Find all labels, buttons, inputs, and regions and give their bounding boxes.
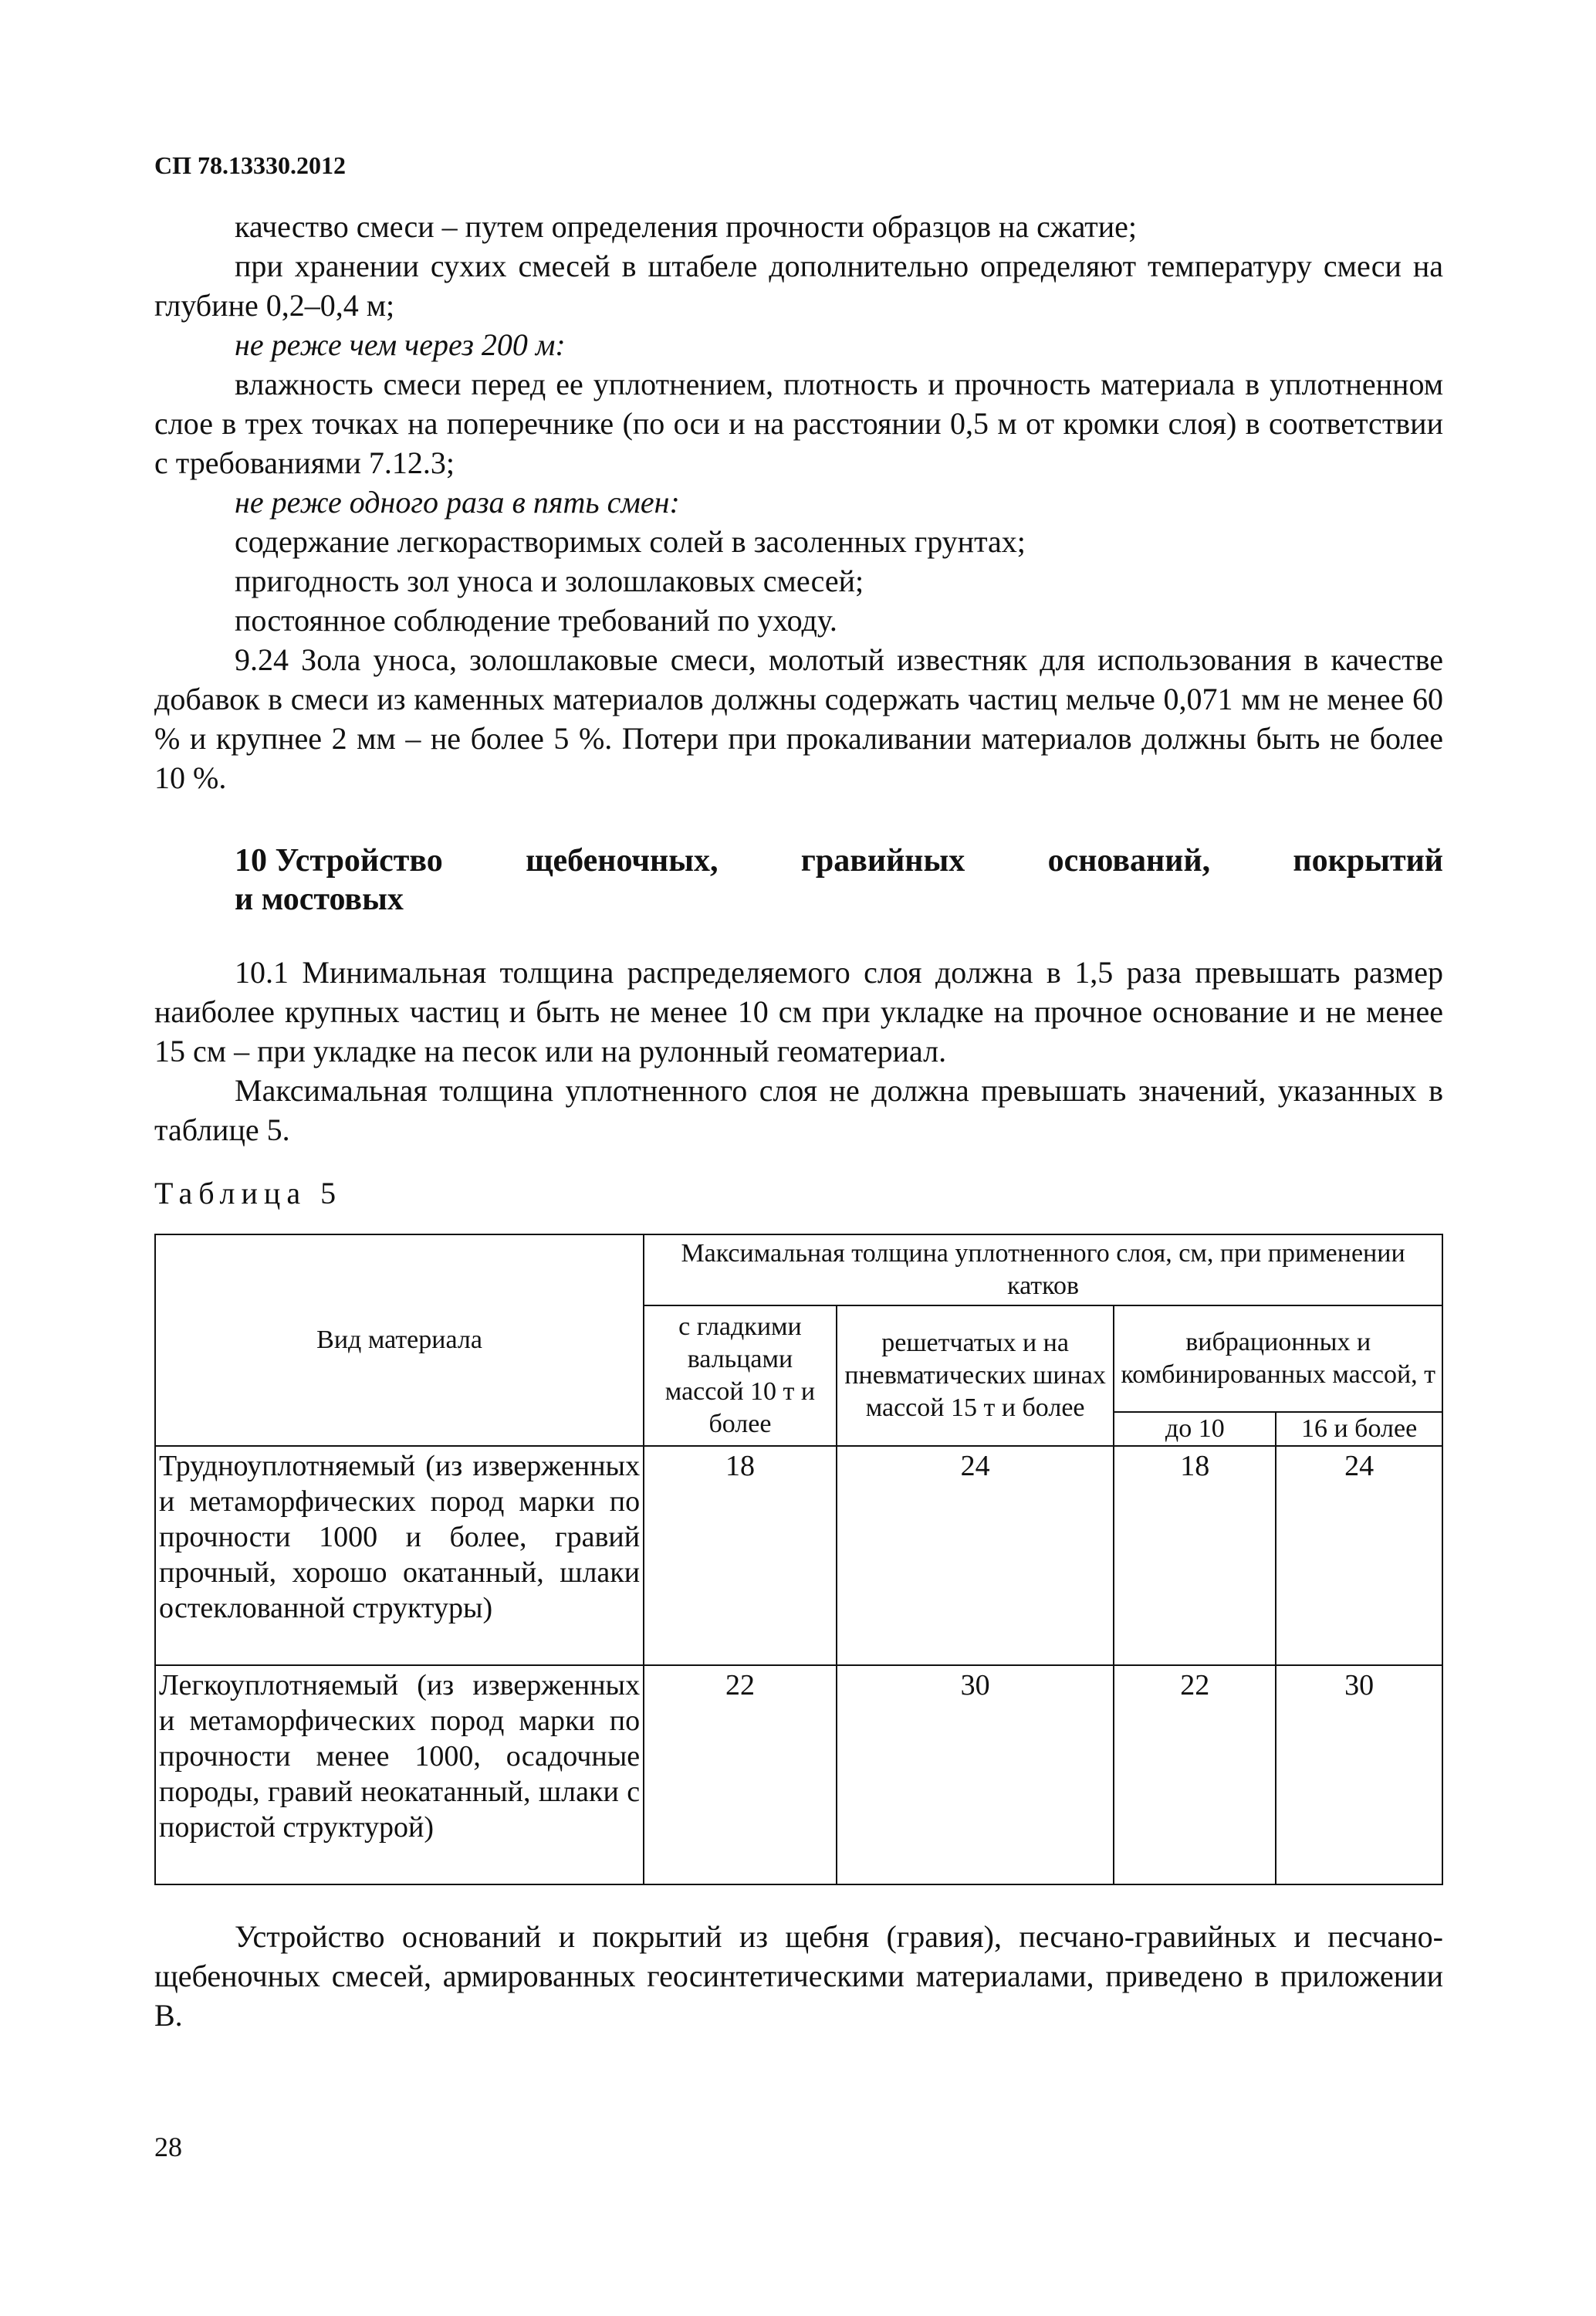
clause-10-1: 10.1 Минимальная толщина распределяемого слоя должна в 1,5 раза превышать размер наиболее крупных частиц и быть не менее 10 см при укладке на прочное основание и не менее 15 см – при укладке на песок или на рулонный геоматериал. [154, 955, 1443, 1068]
paragraph: Устройство оснований и покрытий из щебня (гравия), песчано-гравийных и песчано-щебеночных смесей, армированных геосинтетическими материалами, приведено в приложении В. [154, 1919, 1443, 2033]
value-cell: 22 [644, 1665, 837, 1884]
material-cell: Трудноуплотняемый (из изверженных и метаморфических пород марки по прочности 1000 и более, гравий прочный, хорошо окатанный, шлаки остеклованной структуры) [155, 1446, 644, 1665]
closing-paragraph [154, 1917, 1443, 2035]
material-cell: Легкоуплотняемый (из изверженных и метаморфических пород марки по прочности менее 1000, осадочные породы, гравий неокатанный, шлаки с пористой структурой) [155, 1665, 644, 1884]
section-title-line2: и мостовых [235, 882, 404, 917]
header-smooth-rollers: с гладкими вальцами массой 10 т и более [644, 1305, 837, 1446]
section-title-word: покрытий [1293, 843, 1443, 879]
section-title-word: гравийных [800, 843, 965, 879]
value-cell: 30 [837, 1665, 1114, 1884]
value-cell: 24 [1276, 1446, 1442, 1665]
paragraph: влажность смеси перед ее уплотнением, плотность и прочность материала в уплотненном слое в трех точках на поперечнике (по оси и на расстоянии 0,5 м от кромки слоя) в соответствии с требованиями 7.12.3; [154, 367, 1443, 480]
list-item: пригодность зол уноса и золошлаковых смесей; [235, 564, 864, 598]
paragraph: Максимальная толщина уплотненного слоя не должна превышать значений, указанных в таблице 5. [154, 1073, 1443, 1147]
value-cell: 22 [1114, 1665, 1276, 1884]
value-cell: 18 [1114, 1446, 1276, 1665]
list-item: содержание легкорастворимых солей в засоленных грунтах; [235, 524, 1026, 559]
page-number: 28 [154, 2131, 182, 2162]
section-title-word: 10 Устройство [235, 843, 443, 879]
table-caption: Таблица 5 [154, 1176, 343, 1210]
header-material: Вид материала [155, 1234, 644, 1446]
body-text-block [154, 207, 1443, 797]
value-cell: 30 [1276, 1665, 1442, 1884]
paragraph: при хранении сухих смесей в штабеле дополнительно определяют температуру смеси на глубине 0,2–0,4 м; [154, 249, 1443, 323]
clause-9-24: 9.24 Зола уноса, золошлаковые смеси, молотый известняк для использования в качестве добавок в смеси из каменных материалов должны содержать частиц мельче 0,071 мм не менее 60 % и крупнее 2 мм – не более 5 %. Потери при прокаливании материалов должны быть не более 10 %. [154, 642, 1443, 795]
header-thickness-group: Максимальная толщина уплотненного слоя, см, при применении катков [644, 1234, 1442, 1305]
document-code-header: СП 78.13330.2012 [154, 151, 346, 179]
section-body [154, 953, 1443, 1150]
header-vibratory-rollers: вибрационных и комбинированных массой, т [1114, 1305, 1442, 1412]
header-vibro-16-plus: 16 и более [1276, 1412, 1442, 1446]
paragraph: качество смеси – путем определения прочности образцов на сжатие; [235, 209, 1138, 244]
value-cell: 18 [644, 1446, 837, 1665]
table-row [155, 1665, 1442, 1884]
value-cell: 24 [837, 1446, 1114, 1665]
italic-subheading: не реже чем через 200 м: [235, 327, 566, 362]
table-row [155, 1446, 1442, 1665]
table-5 [154, 1234, 1443, 1885]
section-title [154, 841, 1443, 919]
italic-subheading: не реже одного раза в пять смен: [235, 485, 680, 520]
list-item: постоянное соблюдение требований по уходу. [235, 603, 837, 638]
header-pneumatic-rollers: решетчатых и на пневматических шинах массой 15 т и более [837, 1305, 1114, 1446]
section-title-word: оснований, [1047, 843, 1211, 879]
header-vibro-up-to-10: до 10 [1114, 1412, 1276, 1446]
section-title-word: щебеночных, [526, 843, 719, 879]
